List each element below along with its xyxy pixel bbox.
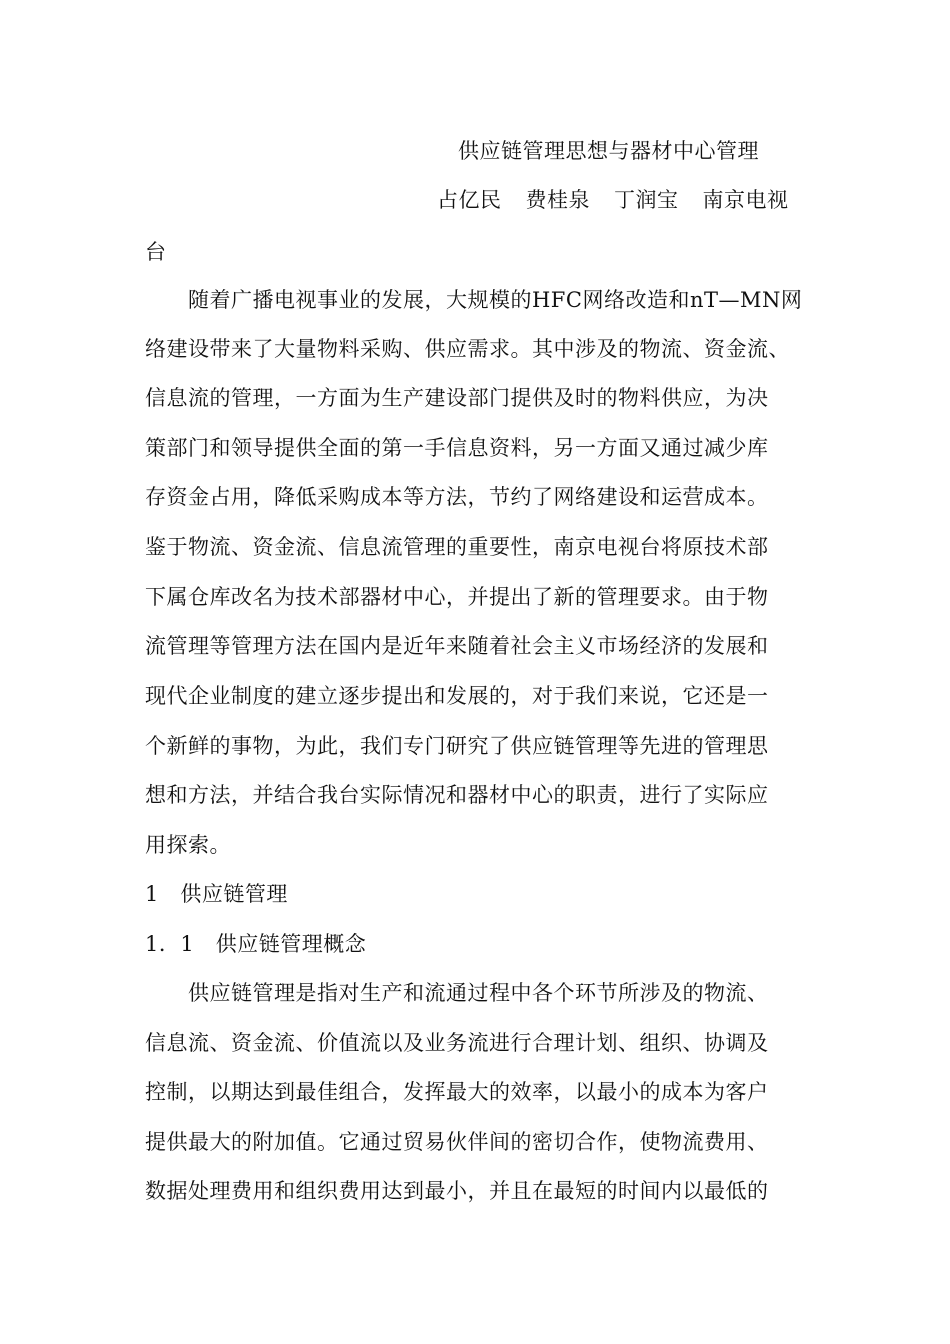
paragraph-line: 流管理等管理方法在国内是近年来随着社会主义市场经济的发展和 bbox=[145, 634, 769, 658]
paragraph-line: 控制，以期达到最佳组合，发挥最大的效率，以最小的成本为客户 bbox=[145, 1080, 769, 1104]
affiliation: 南京电视 bbox=[702, 188, 789, 212]
author-line bbox=[437, 186, 789, 214]
paragraph-line: 现代企业制度的建立逐步提出和发展的，对于我们来说，它还是一 bbox=[145, 684, 769, 708]
paragraph-line: 络建设带来了大量物料采购、供应需求。其中涉及的物流、资金流、 bbox=[145, 337, 790, 361]
paragraph-line: 信息流、资金流、价值流以及业务流进行合理计划、组织、协调及 bbox=[145, 1031, 769, 1055]
paragraph-line: 个新鲜的事物，为此，我们专门研究了供应链管理等先进的管理思 bbox=[145, 734, 769, 758]
paragraph-line: 数据处理费用和组织费用达到最小，并且在最短的时间内以最低的 bbox=[145, 1179, 769, 1203]
paragraph-line: 供应链管理是指对生产和流通过程中各个环节所涉及的物流、 bbox=[188, 981, 769, 1005]
subsection-heading: 1．1 供应链管理概念 bbox=[145, 932, 367, 956]
paragraph-line: 随着广播电视事业的发展，大规模的HFC网络改造和nT—MN网 bbox=[188, 288, 803, 312]
paragraph-line: 策部门和领导提供全面的第一手信息资料，另一方面又通过减少库 bbox=[145, 436, 769, 460]
paragraph-line: 信息流的管理，一方面为生产建设部门提供及时的物料供应，为决 bbox=[145, 386, 769, 410]
paragraph-line: 存资金占用，降低采购成本等方法，节约了网络建设和运营成本。 bbox=[145, 485, 769, 509]
paragraph-line: 提供最大的附加值。它通过贸易伙伴间的密切合作，使物流费用、 bbox=[145, 1130, 769, 1154]
paragraph-line: 下属仓库改名为技术部器材中心，并提出了新的管理要求。由于物 bbox=[145, 585, 769, 609]
paragraph-line: 鉴于物流、资金流、信息流管理的重要性，南京电视台将原技术部 bbox=[145, 535, 769, 559]
author-name: 丁润宝 bbox=[614, 188, 679, 212]
paragraph-line: 用探索。 bbox=[145, 833, 231, 857]
section-heading: 1 供应链管理 bbox=[145, 882, 288, 906]
document-title: 供应链管理思想与器材中心管理 bbox=[458, 139, 759, 163]
author-name: 费桂泉 bbox=[525, 188, 590, 212]
affiliation-continued: 台 bbox=[145, 240, 167, 264]
author-name: 占亿民 bbox=[437, 188, 502, 212]
paragraph-line: 想和方法，并结合我台实际情况和器材中心的职责，进行了实际应 bbox=[145, 783, 769, 807]
